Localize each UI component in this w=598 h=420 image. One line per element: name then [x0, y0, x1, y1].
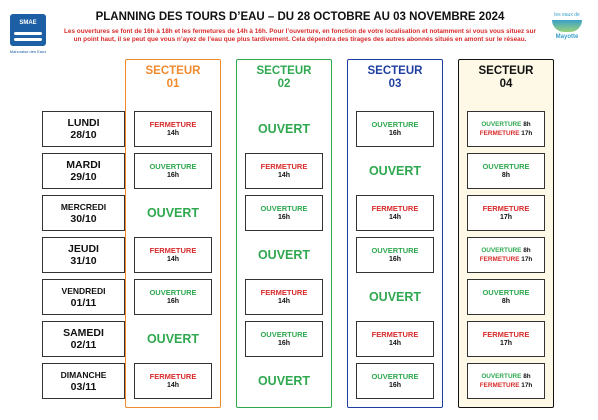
sector-header: [348, 65, 442, 91]
day-date: 31/10: [70, 255, 97, 267]
day-name: LUNDI: [67, 117, 100, 129]
status-box: [134, 279, 212, 315]
status-ouvert: OUVERT: [257, 374, 311, 388]
status-box: [467, 195, 545, 231]
day-name: SAMEDI: [63, 327, 104, 339]
day-label: [42, 153, 125, 189]
status-time: 16h: [277, 340, 291, 347]
sector-label: SECTEUR: [145, 65, 201, 77]
status-box: [134, 153, 212, 189]
day-label: [42, 363, 125, 399]
sector-header: [459, 65, 553, 91]
status-text: OUVERTURE: [371, 246, 419, 255]
sector-label: SECTEUR: [256, 65, 312, 77]
status-box: [356, 111, 434, 147]
status-time: 8h: [523, 247, 531, 254]
status-box: [356, 195, 434, 231]
status-text: FERMETURE: [482, 204, 530, 213]
status-box: [356, 321, 434, 357]
day-label: [42, 195, 125, 231]
status-time: 17h: [521, 129, 533, 137]
status-box: [356, 363, 434, 399]
day-date: 02/11: [70, 339, 97, 351]
status-text: FERMETURE: [149, 120, 197, 129]
status-time: 16h: [388, 130, 402, 137]
status-time: 14h: [166, 382, 180, 389]
sector-label: SECTEUR: [478, 65, 534, 77]
status-line: [468, 121, 544, 130]
status-time: 8h: [501, 172, 511, 179]
sector-number: 04: [499, 78, 513, 90]
status-box: [467, 237, 545, 273]
status-ouvert: OUVERT: [257, 248, 311, 262]
day-date: 03/11: [70, 381, 97, 393]
status-time: 16h: [166, 298, 180, 305]
status-text: OUVERTURE: [482, 162, 530, 171]
status-text: FERMETURE: [260, 162, 308, 171]
status-box: [356, 237, 434, 273]
status-time: 8h: [501, 298, 511, 305]
day-name: VENDREDI: [61, 286, 106, 296]
sector-number: 02: [277, 78, 291, 90]
status-time: 14h: [388, 214, 402, 221]
sector-header: [237, 65, 331, 91]
status-line: [468, 247, 544, 256]
wave-icon: [14, 32, 42, 35]
status-time: 16h: [277, 214, 291, 221]
status-box: [467, 153, 545, 189]
eaux-mayotte-logo: [544, 12, 590, 52]
status-text: OUVERTURE: [149, 162, 197, 171]
day-name: MERCREDI: [60, 202, 107, 212]
status-box: [245, 321, 323, 357]
status-box: [467, 321, 545, 357]
status-time: 17h: [521, 381, 533, 389]
status-box: [134, 111, 212, 147]
status-box: [245, 153, 323, 189]
status-time: 14h: [166, 130, 180, 137]
status-text: FERMETURE: [479, 129, 520, 137]
status-line: [468, 382, 544, 391]
day-name: MARDI: [66, 159, 101, 171]
eaux-mayotte-logo-bottom: Mayotte: [555, 34, 579, 40]
day-date: 01/11: [70, 297, 97, 309]
day-label: [42, 279, 125, 315]
status-text: FERMETURE: [479, 255, 520, 263]
status-time: 17h: [499, 340, 513, 347]
day-label: [42, 237, 125, 273]
smae-logo-name: SMAE: [19, 20, 37, 26]
status-time: 16h: [166, 172, 180, 179]
status-box: [467, 279, 545, 315]
day-name: DIMANCHE: [60, 370, 107, 380]
status-text: FERMETURE: [149, 246, 197, 255]
status-text: OUVERTURE: [260, 204, 308, 213]
status-text: FERMETURE: [371, 204, 419, 213]
status-time: 16h: [388, 256, 402, 263]
status-time: 17h: [521, 255, 533, 263]
sector-number: 03: [388, 78, 402, 90]
status-text: OUVERTURE: [481, 373, 522, 380]
status-text: FERMETURE: [482, 330, 530, 339]
sector-label: SECTEUR: [367, 65, 423, 77]
status-box: [467, 111, 545, 147]
status-text: OUVERTURE: [481, 247, 522, 254]
day-date: 29/10: [70, 171, 97, 183]
status-text: OUVERTURE: [260, 330, 308, 339]
status-ouvert: OUVERT: [257, 122, 311, 136]
status-line: [468, 373, 544, 382]
smae-logo: [10, 14, 46, 46]
status-time: 17h: [499, 214, 513, 221]
day-label: [42, 321, 125, 357]
status-box: [467, 363, 545, 399]
status-text: OUVERTURE: [371, 372, 419, 381]
status-text: FERMETURE: [479, 381, 520, 389]
status-box: [134, 363, 212, 399]
status-text: FERMETURE: [260, 288, 308, 297]
status-time: 14h: [388, 340, 402, 347]
day-label: [42, 111, 125, 147]
sector-number: 01: [166, 78, 180, 90]
status-ouvert: OUVERT: [368, 290, 422, 304]
status-time: 14h: [277, 298, 291, 305]
status-time: 14h: [277, 172, 291, 179]
status-line: [468, 256, 544, 265]
status-time: 8h: [523, 121, 531, 128]
status-time: 8h: [523, 373, 531, 380]
status-time: 16h: [388, 382, 402, 389]
status-text: FERMETURE: [149, 372, 197, 381]
smae-logo-tagline: Mahoraise des Eaux: [9, 49, 47, 54]
status-line: [468, 130, 544, 139]
status-box: [245, 279, 323, 315]
day-name: JEUDI: [68, 243, 99, 255]
water-drop-icon: [552, 20, 582, 32]
status-box: [245, 195, 323, 231]
day-date: 30/10: [70, 213, 97, 225]
page-title: PLANNING DES TOURS D’EAU – DU 28 OCTOBRE AU 03 NOVEMBRE 2024: [95, 11, 505, 23]
status-text: OUVERTURE: [482, 288, 530, 297]
day-date: 28/10: [70, 129, 97, 141]
status-text: OUVERTURE: [481, 121, 522, 128]
status-text: OUVERTURE: [371, 120, 419, 129]
sector-header: [126, 65, 220, 91]
status-ouvert: OUVERT: [146, 206, 200, 220]
wave-icon: [14, 38, 42, 41]
status-ouvert: OUVERT: [146, 332, 200, 346]
status-box: [134, 237, 212, 273]
status-text: OUVERTURE: [149, 288, 197, 297]
status-text: FERMETURE: [371, 330, 419, 339]
schedule-note: Les ouvertures se font de 16h à 18h et les fermetures de 14h à 16h. Pour l’ouverture, en fonction de votre localisation et notamment si vous vous situez sur un point haut, il se peut que vous n’ayez de l’eau que plus tardivement. Cela dépendra des tirages des autres abonnés situés en amont sur le réseau.: [64, 28, 536, 43]
status-time: 14h: [166, 256, 180, 263]
status-ouvert: OUVERT: [368, 164, 422, 178]
eaux-mayotte-logo-top: les eaux de: [554, 12, 580, 18]
